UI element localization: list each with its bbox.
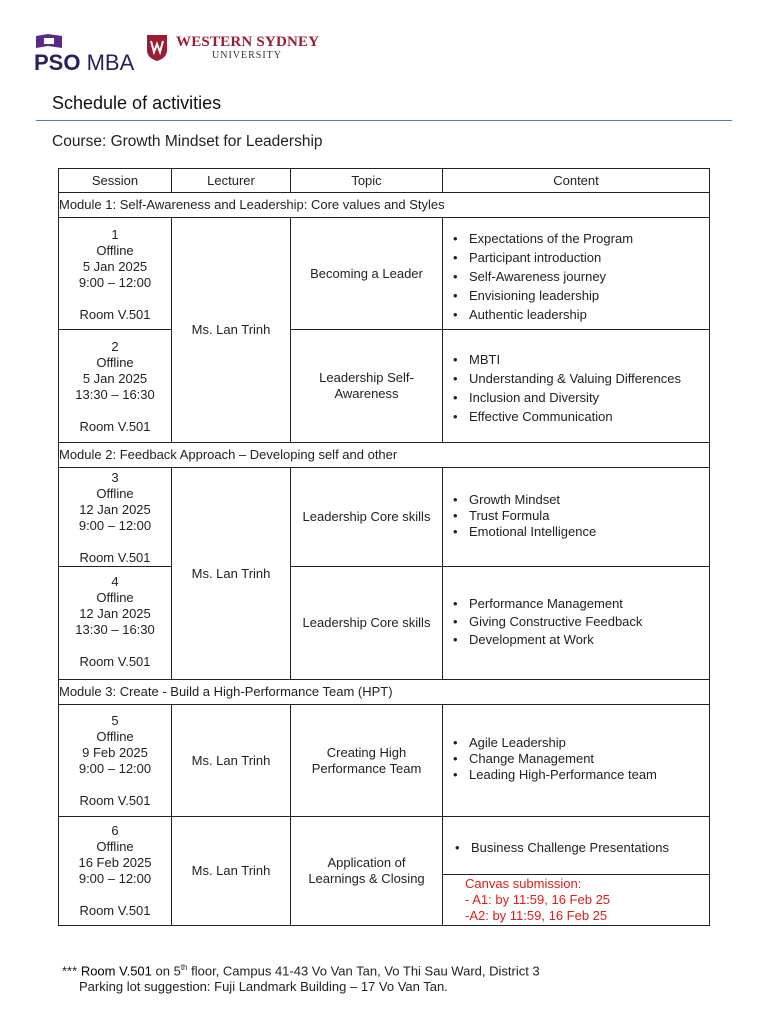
footer-line-1 — [62, 960, 540, 979]
session-date: 9 Feb 2025 — [82, 745, 148, 760]
course-title: Course: Growth Mindset for Leadership — [52, 133, 323, 150]
header-content: Content — [443, 169, 710, 193]
lecturer-cell: Ms. Lan Trinh — [172, 468, 291, 680]
list-item: • Leading High-Performance team — [453, 767, 709, 783]
wsu-subtitle: UNIVERSITY — [212, 50, 282, 61]
list-item: • Performance Management — [453, 595, 709, 613]
footer-stars: *** — [62, 963, 78, 979]
table-row — [59, 330, 710, 443]
list-item: • Participant introduction — [453, 248, 709, 267]
session-date: 16 Feb 2025 — [78, 855, 152, 870]
session-cell — [59, 705, 172, 817]
session-mode: Offline — [96, 355, 134, 370]
session-time: 9:00 – 12:00 — [78, 761, 152, 776]
session-cell — [59, 817, 172, 926]
content-cell — [443, 218, 710, 330]
session-time: 9:00 – 12:00 — [78, 518, 152, 533]
list-item: • Authentic leadership — [453, 305, 709, 324]
session-cell — [59, 330, 172, 443]
session-time: 9:00 – 12:00 — [78, 275, 152, 290]
list-item: • Expectations of the Program — [453, 229, 709, 248]
session-date: 12 Jan 2025 — [79, 502, 151, 517]
list-item: • MBTI — [453, 350, 709, 369]
topic-text: Leadership Self-Awareness — [319, 370, 414, 401]
session-room: Room V.501 — [79, 654, 151, 669]
session-cell — [59, 567, 172, 680]
table-row — [59, 567, 710, 680]
module-title: Module 2: Feedback Approach – Developing self and other — [59, 443, 710, 468]
session-mode: Offline — [96, 590, 134, 605]
topic-cell: Leadership Core skills — [291, 468, 443, 567]
module-title: Module 3: Create - Build a High-Performance Team (HPT) — [59, 680, 710, 705]
footer-sup: th — [180, 963, 188, 972]
header-session: Session — [59, 169, 172, 193]
list-item: • Giving Constructive Feedback — [453, 613, 709, 631]
topic-cell: Becoming a Leader — [291, 218, 443, 330]
list-item: • Change Management — [453, 751, 709, 767]
content-cell — [443, 705, 710, 817]
list-item: • Understanding & Valuing Differences — [453, 369, 709, 388]
title-divider — [36, 120, 732, 121]
session-number: 5 — [111, 713, 119, 728]
module-title: Module 1: Self-Awareness and Leadership: Core values and Styles — [59, 193, 710, 218]
schedule-table — [58, 168, 710, 926]
list-item: • Trust Formula — [453, 508, 709, 524]
list-item: • Self-Awareness journey — [453, 267, 709, 286]
pso-mba-logo — [34, 32, 135, 75]
session-room: Room V.501 — [79, 903, 151, 918]
session-date: 5 Jan 2025 — [82, 371, 148, 386]
list-item: • Development at Work — [453, 631, 709, 649]
session-number: 6 — [111, 823, 119, 838]
wsu-title: WESTERN SYDNEY — [176, 34, 320, 50]
session-number: 1 — [111, 227, 119, 242]
session-time: 13:30 – 16:30 — [75, 387, 155, 402]
footer-room: Room V.501 — [80, 963, 152, 979]
lecturer-cell: Ms. Lan Trinh — [172, 218, 291, 443]
footer-note — [62, 960, 540, 995]
canvas-note-a1: - A1: by 11:59, 16 Feb 25 — [465, 892, 611, 907]
session-mode: Offline — [96, 243, 134, 258]
wsu-shield-icon — [146, 34, 168, 62]
session-number: 2 — [111, 339, 119, 354]
session-room: Room V.501 — [79, 550, 151, 565]
content-cell — [443, 817, 710, 926]
topic-cell — [291, 705, 443, 817]
table-row — [59, 468, 710, 567]
pso-folder-icon — [34, 32, 64, 52]
footer-address: floor, Campus 41-43 Vo Van Tan, Vo Thi Sau Ward, District 3 — [191, 963, 540, 979]
wsu-logo — [146, 34, 326, 66]
topic-cell — [291, 330, 443, 443]
session-cell — [59, 468, 172, 567]
lecturer-cell: Ms. Lan Trinh — [172, 705, 291, 817]
session-mode: Offline — [96, 729, 134, 744]
list-item: • Effective Communication — [453, 407, 709, 426]
list-item: • Emotional Intelligence — [453, 524, 709, 540]
session-number: 4 — [111, 574, 119, 589]
content-cell — [443, 468, 710, 567]
module-row — [59, 193, 710, 218]
canvas-submission-note — [443, 875, 709, 924]
list-item: • Envisioning leadership — [453, 286, 709, 305]
session-room: Room V.501 — [79, 307, 151, 322]
session-date: 12 Jan 2025 — [79, 606, 151, 621]
table-row — [59, 218, 710, 330]
session-number: 3 — [111, 470, 119, 485]
content-cell — [443, 567, 710, 680]
topic-text: Creating High Performance Team — [311, 744, 422, 776]
list-item: • Business Challenge Presentations — [455, 838, 709, 857]
session-cell — [59, 218, 172, 330]
session-room: Room V.501 — [79, 419, 151, 434]
session-date: 5 Jan 2025 — [82, 259, 148, 274]
table-row — [59, 705, 710, 817]
list-item: • Growth Mindset — [453, 492, 709, 508]
session-mode: Offline — [96, 839, 134, 854]
canvas-note-a2: -A2: by 11:59, 16 Feb 25 — [465, 908, 608, 923]
header-lecturer: Lecturer — [172, 169, 291, 193]
content-cell — [443, 330, 710, 443]
canvas-note-title: Canvas submission: — [465, 876, 582, 891]
session-time: 9:00 – 12:00 — [78, 871, 152, 886]
module-row — [59, 680, 710, 705]
footer-on: on 5 — [155, 963, 181, 979]
module-row — [59, 443, 710, 468]
session-room: Room V.501 — [79, 793, 151, 808]
header-topic: Topic — [291, 169, 443, 193]
footer-parking: Parking lot suggestion: Fuji Landmark Building – 17 Vo Van Tan. — [79, 979, 448, 995]
table-header-row — [59, 169, 710, 193]
list-item: • Inclusion and Diversity — [453, 388, 709, 407]
topic-text: Application of Learnings & Closing — [308, 855, 425, 886]
lecturer-cell: Ms. Lan Trinh — [172, 817, 291, 926]
page-title: Schedule of activities — [52, 93, 222, 113]
list-item: • Agile Leadership — [453, 735, 709, 751]
session-mode: Offline — [96, 486, 134, 501]
session-time: 13:30 – 16:30 — [75, 622, 155, 637]
topic-cell: Leadership Core skills — [291, 567, 443, 680]
pso-wordmark: PSO MBA — [34, 50, 135, 75]
table-row — [59, 817, 710, 926]
topic-cell — [291, 817, 443, 926]
